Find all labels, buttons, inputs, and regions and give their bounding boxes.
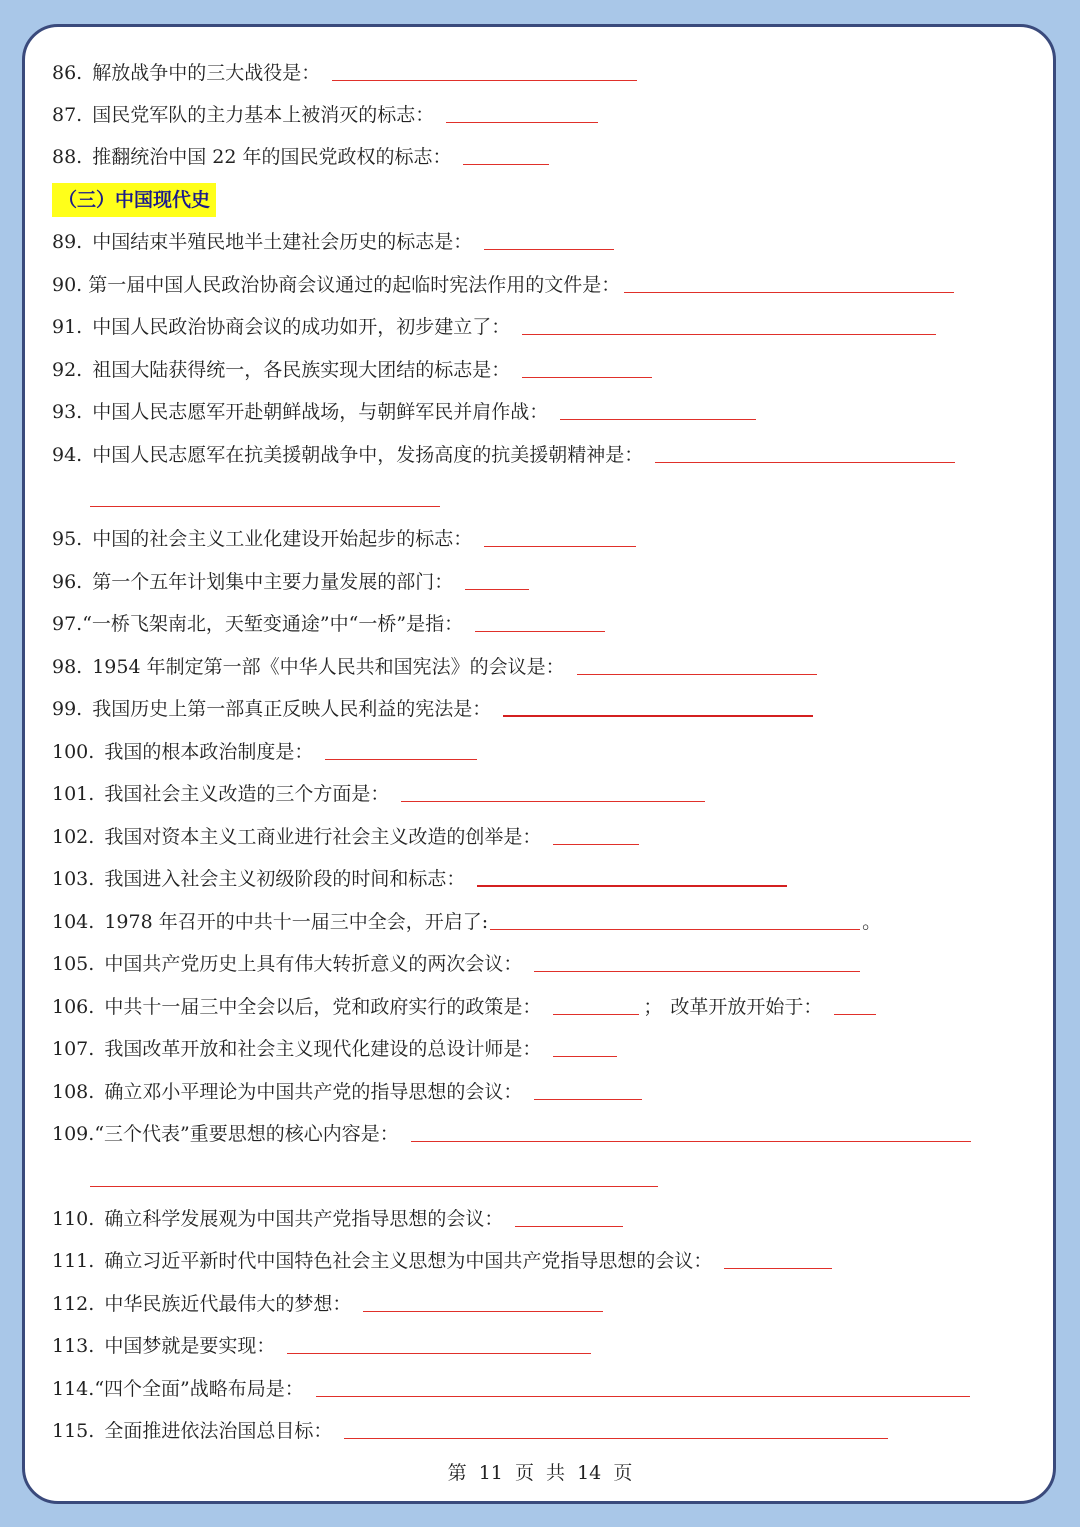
question-text: 我国的根本政治制度是： bbox=[104, 741, 314, 763]
question-text: “四个全面”战略布局是： bbox=[94, 1378, 304, 1400]
question-104 bbox=[52, 905, 1040, 939]
question-111 bbox=[52, 1244, 1040, 1278]
question-text: 解放战争中的三大战役是： bbox=[92, 62, 321, 84]
question-text: 中国人民志愿军在抗美援朝战争中，发扬高度的抗美援朝精神是： bbox=[92, 444, 644, 466]
question-text: 中共十一届三中全会以后，党和政府实行的政策是： bbox=[104, 996, 542, 1018]
question-number: 89. bbox=[52, 231, 83, 253]
answer-blank[interactable] bbox=[332, 62, 637, 81]
answer-blank[interactable] bbox=[446, 104, 598, 123]
question-106 bbox=[52, 990, 1040, 1024]
question-text: 确立科学发展观为中国共产党指导思想的会议： bbox=[104, 1208, 504, 1230]
question-text: 第一个五年计划集中主要力量发展的部门： bbox=[92, 571, 454, 593]
answer-blank[interactable] bbox=[515, 1208, 623, 1227]
question-number: 107. bbox=[52, 1038, 95, 1060]
answer-blank[interactable] bbox=[484, 528, 636, 547]
question-text: 确立习近平新时代中国特色社会主义思想为中国共产党指导思想的会议： bbox=[104, 1250, 713, 1272]
question-number: 97. bbox=[52, 613, 83, 635]
question-number: 102. bbox=[52, 826, 95, 848]
question-text: 中国结束半殖民地半土建社会历史的标志是： bbox=[92, 231, 473, 253]
question-number: 111. bbox=[52, 1250, 95, 1272]
question-number: 108. bbox=[52, 1081, 95, 1103]
question-text: “一桥飞架南北，天堑变通途”中“一桥”是指： bbox=[82, 613, 464, 635]
answer-blank[interactable] bbox=[316, 1378, 970, 1397]
question-100 bbox=[52, 735, 1040, 769]
period: 。 bbox=[862, 911, 882, 933]
question-93 bbox=[52, 395, 1040, 429]
footer-page-word: 页 bbox=[514, 1462, 534, 1484]
question-number: 87. bbox=[52, 104, 83, 126]
question-97 bbox=[52, 607, 1040, 641]
question-87 bbox=[52, 98, 1040, 132]
question-110 bbox=[52, 1202, 1040, 1236]
question-text: 祖国大陆获得统一，各民族实现大团结的标志是： bbox=[92, 359, 511, 381]
question-text: 确立邓小平理论为中国共产党的指导思想的会议： bbox=[104, 1081, 523, 1103]
answer-blank[interactable] bbox=[655, 444, 955, 463]
question-number: 96. bbox=[52, 571, 83, 593]
answer-blank-policy[interactable] bbox=[553, 996, 639, 1015]
question-108 bbox=[52, 1075, 1040, 1109]
answer-blank[interactable] bbox=[287, 1335, 591, 1354]
question-number: 88. bbox=[52, 146, 83, 168]
question-text: 中国的社会主义工业化建设开始起步的标志： bbox=[92, 528, 473, 550]
question-number: 99. bbox=[52, 698, 83, 720]
question-91 bbox=[52, 310, 1040, 344]
answer-blank[interactable] bbox=[522, 316, 936, 335]
question-94 bbox=[52, 438, 1040, 472]
question-text: 国民党军队的主力基本上被消灭的标志： bbox=[92, 104, 435, 126]
answer-blank[interactable] bbox=[553, 826, 639, 845]
question-text: 我国历史上第一部真正反映人民利益的宪法是： bbox=[92, 698, 492, 720]
answer-blank[interactable] bbox=[363, 1293, 603, 1312]
question-text: 中华民族近代最伟大的梦想： bbox=[104, 1293, 352, 1315]
question-86 bbox=[52, 56, 1040, 90]
question-number: 94. bbox=[52, 444, 83, 466]
question-text: 我国进入社会主义初级阶段的时间和标志： bbox=[104, 868, 466, 890]
question-115 bbox=[52, 1414, 1040, 1448]
question-88 bbox=[52, 140, 1040, 174]
current-page: 11 bbox=[478, 1462, 503, 1484]
answer-blank[interactable] bbox=[503, 697, 813, 717]
answer-blank-continuation[interactable] bbox=[90, 1168, 658, 1187]
answer-blank[interactable] bbox=[465, 571, 529, 590]
question-112 bbox=[52, 1287, 1040, 1321]
question-text: 推翻统治中国 22 年的国民党政权的标志： bbox=[92, 146, 452, 168]
question-text: 中国人民志愿军开赴朝鲜战场，与朝鲜军民并肩作战： bbox=[92, 401, 549, 423]
question-90 bbox=[52, 268, 1040, 302]
answer-blank[interactable] bbox=[484, 231, 614, 250]
footer-suffix: 页 bbox=[613, 1462, 633, 1484]
footer-total-word: 共 bbox=[546, 1462, 566, 1484]
question-102 bbox=[52, 820, 1040, 854]
answer-blank[interactable] bbox=[325, 741, 477, 760]
question-number: 109. bbox=[52, 1123, 95, 1145]
answer-blank[interactable] bbox=[577, 656, 817, 675]
question-text: 中国共产党历史上具有伟大转折意义的两次会议： bbox=[104, 953, 523, 975]
question-number: 86. bbox=[52, 62, 83, 84]
question-number: 92. bbox=[52, 359, 83, 381]
question-number: 104. bbox=[52, 911, 95, 933]
question-number: 90. bbox=[52, 274, 83, 296]
question-text: 1954 年制定第一部《中华人民共和国宪法》的会议是： bbox=[92, 656, 565, 678]
question-number: 95. bbox=[52, 528, 83, 550]
question-89 bbox=[52, 225, 1040, 259]
answer-blank[interactable] bbox=[490, 911, 860, 930]
answer-blank[interactable] bbox=[344, 1420, 888, 1439]
question-113 bbox=[52, 1329, 1040, 1363]
answer-blank[interactable] bbox=[534, 1081, 642, 1100]
answer-blank[interactable] bbox=[724, 1250, 832, 1269]
question-text: 全面推进依法治国总目标： bbox=[104, 1420, 333, 1442]
question-text: 我国对资本主义工商业进行社会主义改造的创举是： bbox=[104, 826, 542, 848]
page-footer bbox=[0, 1458, 1080, 1485]
answer-blank[interactable] bbox=[475, 613, 605, 632]
question-text: 我国改革开放和社会主义现代化建设的总设计师是： bbox=[104, 1038, 542, 1060]
question-98 bbox=[52, 650, 1040, 684]
question-109 bbox=[52, 1117, 1040, 1151]
question-number: 112. bbox=[52, 1293, 95, 1315]
question-number: 106. bbox=[52, 996, 95, 1018]
answer-blank[interactable] bbox=[534, 953, 860, 972]
question-text: 中国人民政治协商会议的成功如开，初步建立了： bbox=[92, 316, 511, 338]
question-number: 113. bbox=[52, 1335, 95, 1357]
total-pages: 14 bbox=[577, 1462, 602, 1484]
answer-blank[interactable] bbox=[411, 1123, 971, 1142]
question-number: 100. bbox=[52, 741, 95, 763]
question-101 bbox=[52, 777, 1040, 811]
question-99 bbox=[52, 692, 1040, 726]
question-text-2: 改革开放开始于： bbox=[670, 996, 823, 1018]
answer-blank-continuation[interactable] bbox=[90, 488, 440, 507]
question-107 bbox=[52, 1032, 1040, 1066]
question-text: 中国梦就是要实现： bbox=[104, 1335, 276, 1357]
question-number: 114. bbox=[52, 1378, 95, 1400]
question-text: 第一届中国人民政治协商会议通过的起临时宪法作用的文件是： bbox=[88, 274, 621, 296]
answer-blank[interactable] bbox=[477, 867, 787, 887]
question-105 bbox=[52, 947, 1040, 981]
question-96 bbox=[52, 565, 1040, 599]
question-92 bbox=[52, 353, 1040, 387]
answer-blank[interactable] bbox=[560, 401, 756, 420]
question-text: 我国社会主义改造的三个方面是： bbox=[104, 783, 390, 805]
question-103 bbox=[52, 862, 1040, 896]
question-114 bbox=[52, 1372, 1040, 1406]
question-number: 93. bbox=[52, 401, 83, 423]
answer-blank[interactable] bbox=[624, 274, 954, 293]
answer-blank[interactable] bbox=[463, 146, 549, 165]
separator: ； bbox=[643, 996, 663, 1018]
question-number: 98. bbox=[52, 656, 83, 678]
answer-blank[interactable] bbox=[401, 783, 705, 802]
question-number: 101. bbox=[52, 783, 95, 805]
question-number: 103. bbox=[52, 868, 95, 890]
question-text: “三个代表”重要思想的核心内容是： bbox=[94, 1123, 399, 1145]
question-95 bbox=[52, 522, 1040, 556]
answer-blank[interactable] bbox=[522, 359, 652, 378]
answer-blank[interactable] bbox=[553, 1038, 617, 1057]
question-text: 1978 年召开的中共十一届三中全会，开启了: bbox=[104, 911, 489, 933]
question-number: 91. bbox=[52, 316, 83, 338]
footer-prefix: 第 bbox=[447, 1462, 467, 1484]
question-number: 115. bbox=[52, 1420, 95, 1442]
answer-blank-start[interactable] bbox=[834, 996, 876, 1015]
question-number: 110. bbox=[52, 1208, 95, 1230]
question-number: 105. bbox=[52, 953, 95, 975]
section-heading: （三）中国现代史 bbox=[52, 183, 216, 217]
